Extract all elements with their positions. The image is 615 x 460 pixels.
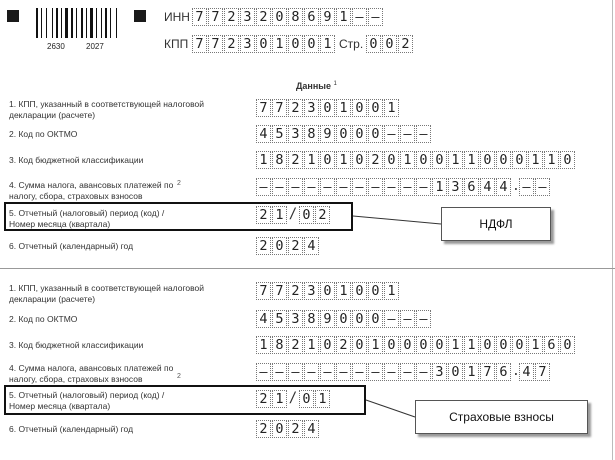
form-cell: 8 — [272, 151, 287, 169]
form-cell: 6 — [464, 178, 479, 196]
barcode-bar — [71, 8, 73, 38]
b1-period-highlight — [4, 202, 353, 231]
b1-kpp-label: 1. КПП, указанный в соответствующей налоговой декларации (расчете) — [9, 99, 204, 120]
form-cell: 1 — [272, 206, 287, 224]
form-cell: 6 — [544, 336, 559, 354]
b2-kpp-label: 1. КПП, указанный в соответствующей налоговой декларации (расчете) — [9, 283, 204, 304]
form-cell: 0 — [400, 336, 415, 354]
form-cell: 2 — [256, 206, 271, 224]
b1-kbk-cells — [256, 151, 576, 169]
barcode-bar — [105, 8, 107, 38]
form-cell: 0 — [366, 35, 381, 53]
form-cell: 0 — [320, 336, 335, 354]
form-cell: 0 — [480, 336, 495, 354]
form-cell: 5 — [272, 310, 287, 328]
b2-kpp-cells — [256, 282, 400, 300]
barcode-bar — [65, 8, 68, 38]
barcode-bar — [41, 8, 42, 38]
form-cell: 2 — [398, 35, 413, 53]
inn-cells — [192, 8, 384, 26]
form-cell: 1 — [304, 151, 319, 169]
form-cell: – — [352, 363, 367, 381]
form-cell: 0 — [496, 336, 511, 354]
b2-year-cells — [256, 420, 320, 438]
form-cell: 7 — [192, 35, 207, 53]
b2-sum-footnote: 2 — [177, 373, 181, 380]
b1-kbk-label: 3. Код бюджетной классификации — [9, 155, 144, 165]
right-border-line — [612, 0, 613, 460]
form-cell: 7 — [256, 99, 271, 117]
insurance-callout — [415, 400, 588, 434]
form-cell: 0 — [299, 390, 314, 408]
b1-sum-label: 4. Сумма налога, авансовых платежей по налогу, сбора, страховых взносов — [9, 180, 174, 201]
form-cell: 4 — [519, 363, 534, 381]
form-cell: 0 — [368, 125, 383, 143]
form-cell: 0 — [384, 151, 399, 169]
barcode-bar — [116, 8, 117, 38]
b1-year-cells — [256, 237, 320, 255]
form-cell: 0 — [320, 99, 335, 117]
barcode-bar — [101, 8, 102, 38]
form-cell: 0 — [352, 310, 367, 328]
form-cell: 1 — [384, 99, 399, 117]
form-cell: 8 — [304, 125, 319, 143]
form-cell: 2 — [288, 151, 303, 169]
form-cell: 2 — [256, 237, 271, 255]
section-title-footnote: 1 — [333, 81, 337, 87]
form-cell: 3 — [288, 125, 303, 143]
form-cell: 6 — [304, 8, 319, 26]
form-cell: 1 — [464, 363, 479, 381]
form-cell: 4 — [256, 125, 271, 143]
form-cell: 7 — [272, 282, 287, 300]
b2-sum-decimal-point: . — [512, 364, 520, 379]
ndfl-connector — [353, 216, 441, 224]
form-cell: 0 — [512, 336, 527, 354]
form-cell: 0 — [288, 35, 303, 53]
kpp-header-label: КПП — [164, 37, 189, 51]
barcode-bar — [36, 8, 38, 38]
barcode-bar — [52, 8, 53, 38]
form-cell: 0 — [368, 282, 383, 300]
form-cell: 1 — [304, 336, 319, 354]
form-cell: 1 — [448, 336, 463, 354]
form-cell: 1 — [384, 282, 399, 300]
form-cell: – — [288, 178, 303, 196]
form-cell: 2 — [288, 99, 303, 117]
form-cell: 0 — [368, 99, 383, 117]
form-cell: 2 — [256, 420, 271, 438]
form-cell: – — [320, 178, 335, 196]
barcode-bar — [110, 8, 111, 38]
form-cell: 3 — [448, 178, 463, 196]
form-cell: – — [368, 363, 383, 381]
form-cell: 0 — [432, 336, 447, 354]
b2-kbk-cells — [256, 336, 576, 354]
form-cell: 2 — [336, 336, 351, 354]
form-cell: 1 — [368, 336, 383, 354]
form-cell: 0 — [512, 151, 527, 169]
barcode-bar — [61, 8, 62, 38]
form-cell: 0 — [496, 151, 511, 169]
form-cell: 0 — [368, 310, 383, 328]
form-cell: 1 — [336, 151, 351, 169]
b2-period-highlight — [4, 385, 366, 415]
page-label: Стр. — [339, 37, 364, 51]
b2-sum-cells — [256, 363, 551, 381]
form-cell: – — [384, 310, 399, 328]
form-cell: 2 — [315, 206, 330, 224]
form-cell: 9 — [320, 8, 335, 26]
insurance-connector — [366, 400, 415, 417]
barcode-bar — [46, 8, 47, 38]
form-cell: 4 — [304, 420, 319, 438]
form-cell: 5 — [272, 125, 287, 143]
b1-oktmo-label: 2. Код по ОКТМО — [9, 129, 78, 139]
b1-sum-decimal-point: . — [512, 179, 520, 194]
form-cell: 0 — [352, 336, 367, 354]
form-cell: 1 — [544, 151, 559, 169]
form-cell: 9 — [320, 310, 335, 328]
barcode — [36, 8, 118, 38]
form-cell: – — [384, 363, 399, 381]
b2-sum-dec — [519, 363, 551, 381]
barcode-bar — [90, 8, 93, 38]
section-title — [296, 81, 337, 91]
form-cell: 3 — [240, 8, 255, 26]
form-cell: 1 — [315, 390, 330, 408]
form-cell: 0 — [272, 237, 287, 255]
form-cell: 0 — [448, 363, 463, 381]
form-cell: – — [416, 310, 431, 328]
form-cell: – — [320, 363, 335, 381]
form-cell: 1 — [336, 8, 351, 26]
form-cell: 0 — [256, 35, 271, 53]
form-cell: 2 — [288, 336, 303, 354]
b1-sum-dec — [519, 178, 551, 196]
b1-year-label: 6. Отчетный (календарный) год — [9, 241, 134, 251]
form-cell: 0 — [352, 151, 367, 169]
form-cell: – — [416, 178, 431, 196]
form-cell: 7 — [192, 8, 207, 26]
form-cell: 0 — [299, 206, 314, 224]
form-cell: – — [368, 8, 383, 26]
section-title-text: Данные — [296, 81, 331, 91]
form-cell: 0 — [382, 35, 397, 53]
form-cell: 3 — [432, 363, 447, 381]
form-cell: 1 — [320, 35, 335, 53]
barcode-bar — [56, 8, 58, 38]
form-cell: 4 — [496, 178, 511, 196]
form-cell: – — [368, 178, 383, 196]
form-cell: 2 — [256, 8, 271, 26]
b2-period-label: 5. Отчетный (налоговый) период (код) / Номер месяца (квартала) — [9, 390, 165, 411]
form-cell: – — [304, 178, 319, 196]
form-cell: 0 — [432, 151, 447, 169]
form-cell: 1 — [448, 151, 463, 169]
corner-marker-right — [134, 10, 146, 22]
form-cell: 0 — [336, 310, 351, 328]
form-cell: 6 — [496, 363, 511, 381]
form-cell: 2 — [256, 390, 271, 408]
form-cell: 0 — [320, 151, 335, 169]
form-cell: 7 — [256, 282, 271, 300]
form-cell: 1 — [400, 151, 415, 169]
form-cell: 2 — [368, 151, 383, 169]
form-cell: 8 — [272, 336, 287, 354]
form-cell: 1 — [272, 35, 287, 53]
barcode-bar — [86, 8, 87, 38]
form-cell: – — [416, 363, 431, 381]
form-cell: – — [535, 178, 550, 196]
b2-year-label: 6. Отчетный (календарный) год — [9, 424, 134, 434]
b1-sum-footnote: 2 — [177, 180, 181, 187]
form-cell: 0 — [352, 125, 367, 143]
form-cell: – — [384, 125, 399, 143]
form-cell: 8 — [304, 310, 319, 328]
barcode-bar — [81, 8, 83, 38]
b1-oktmo-cells — [256, 125, 432, 143]
form-cell: 7 — [208, 35, 223, 53]
form-cell: 2 — [288, 420, 303, 438]
b2-period-slash: / — [288, 390, 298, 406]
b2-kbk-label: 3. Код бюджетной классификации — [9, 340, 144, 350]
ndfl-callout — [441, 207, 551, 241]
form-cell: – — [519, 178, 534, 196]
ndfl-callout-text: НДФЛ — [479, 217, 513, 231]
inn-label: ИНН — [164, 10, 190, 24]
form-cell: – — [400, 310, 415, 328]
form-cell: 7 — [535, 363, 550, 381]
b2-oktmo-label: 2. Код по ОКТМО — [9, 314, 78, 324]
form-cell: 2 — [288, 282, 303, 300]
b1-period-slash: / — [288, 206, 298, 222]
form-cell: 0 — [416, 151, 431, 169]
form-cell: – — [352, 8, 367, 26]
form-cell: 3 — [240, 35, 255, 53]
form-cell: 1 — [432, 178, 447, 196]
form-cell: 0 — [480, 151, 495, 169]
b2-oktmo-cells — [256, 310, 432, 328]
insurance-callout-text: Страховые взносы — [449, 410, 554, 424]
barcode-number-right: 2027 — [86, 42, 104, 51]
form-cell: 2 — [224, 8, 239, 26]
form-cell: – — [272, 178, 287, 196]
form-cell: – — [336, 363, 351, 381]
form-cell: – — [288, 363, 303, 381]
form-cell: 0 — [320, 282, 335, 300]
form-cell: 0 — [560, 151, 575, 169]
form-cell: 4 — [480, 178, 495, 196]
kpp-header-cells — [192, 35, 336, 53]
form-cell: – — [336, 178, 351, 196]
page-cells — [366, 35, 414, 53]
form-cell: 1 — [464, 336, 479, 354]
form-cell: – — [384, 178, 399, 196]
form-cell: 0 — [384, 336, 399, 354]
form-cell: 3 — [304, 282, 319, 300]
form-cell: 0 — [352, 99, 367, 117]
form-cell: 1 — [528, 151, 543, 169]
form-cell: 1 — [336, 282, 351, 300]
barcode-number-left: 2630 — [47, 42, 65, 51]
form-cell: 2 — [288, 237, 303, 255]
form-cell: 1 — [528, 336, 543, 354]
form-cell: 1 — [464, 151, 479, 169]
form-cell: 1 — [256, 336, 271, 354]
form-cell: 0 — [272, 8, 287, 26]
form-cell: 2 — [224, 35, 239, 53]
form-cell: – — [400, 363, 415, 381]
form-cell: – — [352, 178, 367, 196]
barcode-bar — [96, 8, 97, 38]
b2-sum-label: 4. Сумма налога, авансовых платежей по налогу, сбора, страховых взносов — [9, 363, 174, 384]
form-cell: – — [400, 125, 415, 143]
form-cell: 0 — [560, 336, 575, 354]
form-cell: 7 — [208, 8, 223, 26]
form-cell: 0 — [416, 336, 431, 354]
form-cell: 1 — [256, 151, 271, 169]
form-cell: 0 — [336, 125, 351, 143]
form-cell: – — [272, 363, 287, 381]
form-cell: 7 — [480, 363, 495, 381]
form-cell: 0 — [272, 420, 287, 438]
form-cell: 1 — [336, 99, 351, 117]
form-cell: – — [256, 178, 271, 196]
form-cell: 7 — [272, 99, 287, 117]
form-cell: 8 — [288, 8, 303, 26]
form-cell: – — [400, 178, 415, 196]
b1-sum-cells — [256, 178, 551, 196]
barcode-bar — [76, 8, 77, 38]
b1-period-label: 5. Отчетный (налоговый) период (код) / Номер месяца (квартала) — [9, 208, 165, 229]
block-divider — [0, 268, 615, 269]
form-cell: – — [416, 125, 431, 143]
form-cell: 4 — [256, 310, 271, 328]
form-cell: – — [256, 363, 271, 381]
b1-kpp-cells — [256, 99, 400, 117]
b1-sum-int — [256, 178, 512, 196]
form-cell: 0 — [352, 282, 367, 300]
form-cell: 3 — [288, 310, 303, 328]
form-cell: 0 — [304, 35, 319, 53]
form-cell: 1 — [272, 390, 287, 408]
form-cell: – — [304, 363, 319, 381]
form-cell: 4 — [304, 237, 319, 255]
corner-marker-left — [7, 10, 19, 22]
b2-sum-int — [256, 363, 512, 381]
form-cell: 3 — [304, 99, 319, 117]
form-cell: 9 — [320, 125, 335, 143]
